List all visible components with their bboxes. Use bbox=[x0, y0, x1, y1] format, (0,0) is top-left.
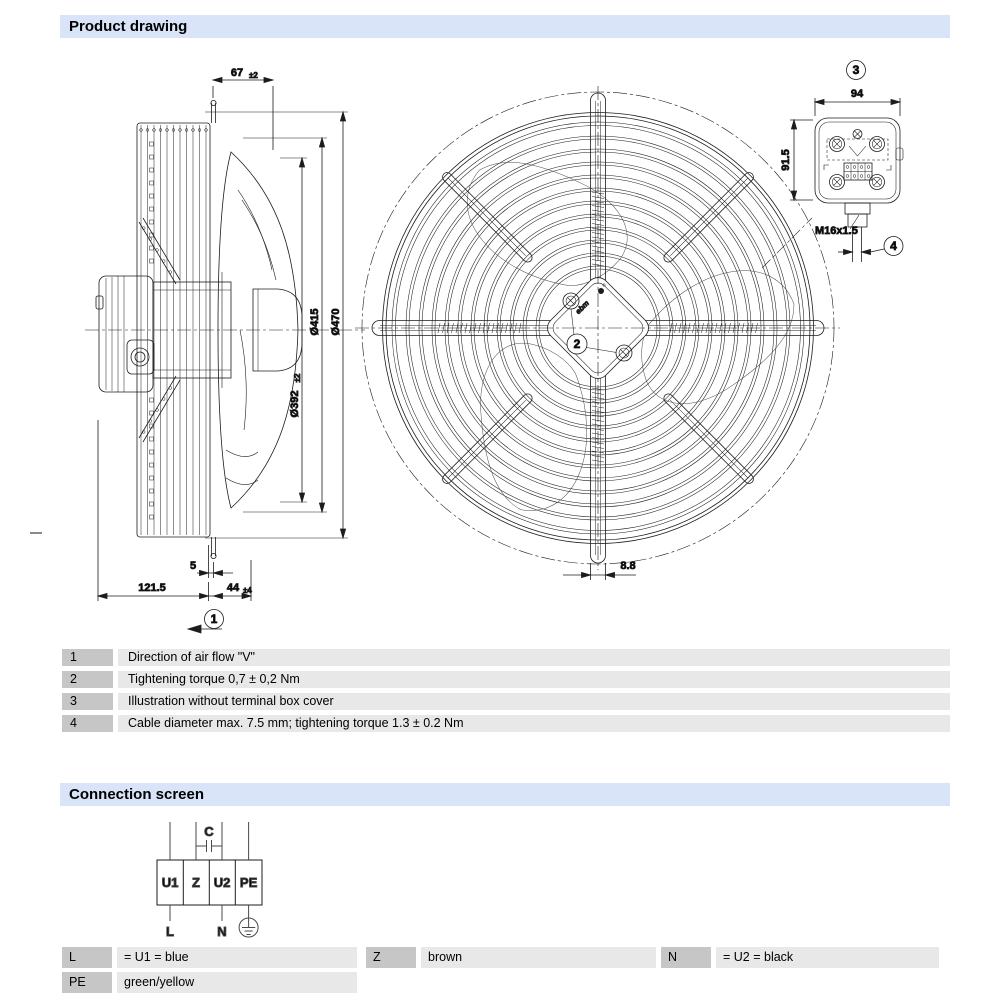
table-row bbox=[62, 671, 950, 688]
table-row bbox=[62, 715, 950, 732]
callout-1-airflow bbox=[188, 610, 224, 634]
note-number: 3 bbox=[62, 693, 113, 710]
svg-text:±2: ±2 bbox=[293, 373, 302, 383]
legend-label: Z bbox=[366, 947, 416, 968]
gland-thread-label: M16x1.5 bbox=[815, 225, 858, 237]
svg-text:3: 3 bbox=[852, 63, 860, 77]
wires-bottom bbox=[170, 905, 249, 921]
svg-text:1: 1 bbox=[210, 612, 218, 626]
legend-value: brown bbox=[421, 947, 656, 968]
callout-4-cable bbox=[838, 237, 903, 256]
table-row bbox=[62, 649, 950, 666]
svg-text:Ø415: Ø415 bbox=[309, 308, 321, 336]
terminal-z: Z bbox=[192, 875, 200, 890]
note-number: 2 bbox=[62, 671, 113, 688]
dim-121-5 bbox=[98, 420, 209, 601]
svg-text:Ø470: Ø470 bbox=[330, 308, 342, 336]
front-view bbox=[355, 86, 840, 580]
detail-locator-line bbox=[762, 218, 812, 268]
terminal-u1: U1 bbox=[161, 875, 179, 890]
capacitor-symbol bbox=[196, 824, 222, 852]
svg-text:2: 2 bbox=[573, 337, 581, 351]
note-text: Illustration without terminal box cover bbox=[118, 693, 950, 710]
dim-91-5 bbox=[780, 120, 813, 200]
legend-value: = U2 = black bbox=[716, 947, 939, 968]
hub-pin bbox=[598, 288, 603, 293]
dim-d415 bbox=[309, 138, 325, 512]
neutral-label: N bbox=[217, 924, 227, 939]
svg-text:67: 67 bbox=[230, 67, 244, 79]
callout-3-no-cover bbox=[847, 61, 866, 80]
section-header-product-drawing: Product drawing bbox=[60, 15, 950, 38]
svg-text:±2: ±2 bbox=[249, 71, 258, 80]
note-text: Tightening torque 0,7 ± 0,2 Nm bbox=[118, 671, 950, 688]
dim-94 bbox=[815, 88, 900, 116]
side-clip bbox=[896, 148, 903, 160]
legend-label: PE bbox=[62, 972, 112, 993]
terminal-block bbox=[157, 860, 262, 905]
connection-diagram bbox=[0, 805, 400, 945]
brand-logo: ebm bbox=[573, 298, 591, 316]
line-label: L bbox=[166, 924, 174, 939]
drawing-notes-table bbox=[62, 649, 950, 732]
dim-44 bbox=[209, 560, 253, 601]
terminal-box-body bbox=[815, 118, 903, 203]
svg-text:5: 5 bbox=[189, 560, 197, 572]
svg-text:Ø392: Ø392 bbox=[289, 390, 301, 418]
terminal-u2: U2 bbox=[213, 875, 231, 890]
section-header-connection-screen: Connection screen bbox=[60, 783, 950, 806]
dim-d470 bbox=[330, 112, 346, 538]
svg-text:94: 94 bbox=[850, 88, 864, 100]
svg-text:44: 44 bbox=[226, 582, 240, 594]
legend-value: = U1 = blue bbox=[117, 947, 357, 968]
svg-text:121.5: 121.5 bbox=[138, 582, 166, 594]
table-row bbox=[62, 693, 950, 710]
legend-label: L bbox=[62, 947, 112, 968]
svg-text:91.5: 91.5 bbox=[780, 149, 792, 171]
svg-text:±4: ±4 bbox=[243, 586, 252, 595]
note-text: Cable diameter max. 7.5 mm; tightening torque 1.3 ± 0.2 Nm bbox=[118, 715, 950, 732]
side-view bbox=[85, 67, 365, 633]
note-number: 1 bbox=[62, 649, 113, 666]
legend-label: N bbox=[661, 947, 711, 968]
legend-value: green/yellow bbox=[117, 972, 357, 993]
motor bbox=[96, 276, 154, 392]
terminal-strip bbox=[844, 163, 872, 180]
airflow-arrow bbox=[188, 625, 201, 633]
note-text: Direction of air flow "V" bbox=[118, 649, 950, 666]
terminal-pe: PE bbox=[239, 875, 258, 890]
note-number: 4 bbox=[62, 715, 113, 732]
motor-cable-gland bbox=[131, 348, 149, 366]
earth-symbol bbox=[239, 918, 258, 937]
dim-67 bbox=[213, 67, 273, 150]
svg-text:8.8: 8.8 bbox=[620, 560, 636, 572]
capacitor-label: C bbox=[204, 824, 214, 839]
svg-text:4: 4 bbox=[890, 239, 897, 253]
